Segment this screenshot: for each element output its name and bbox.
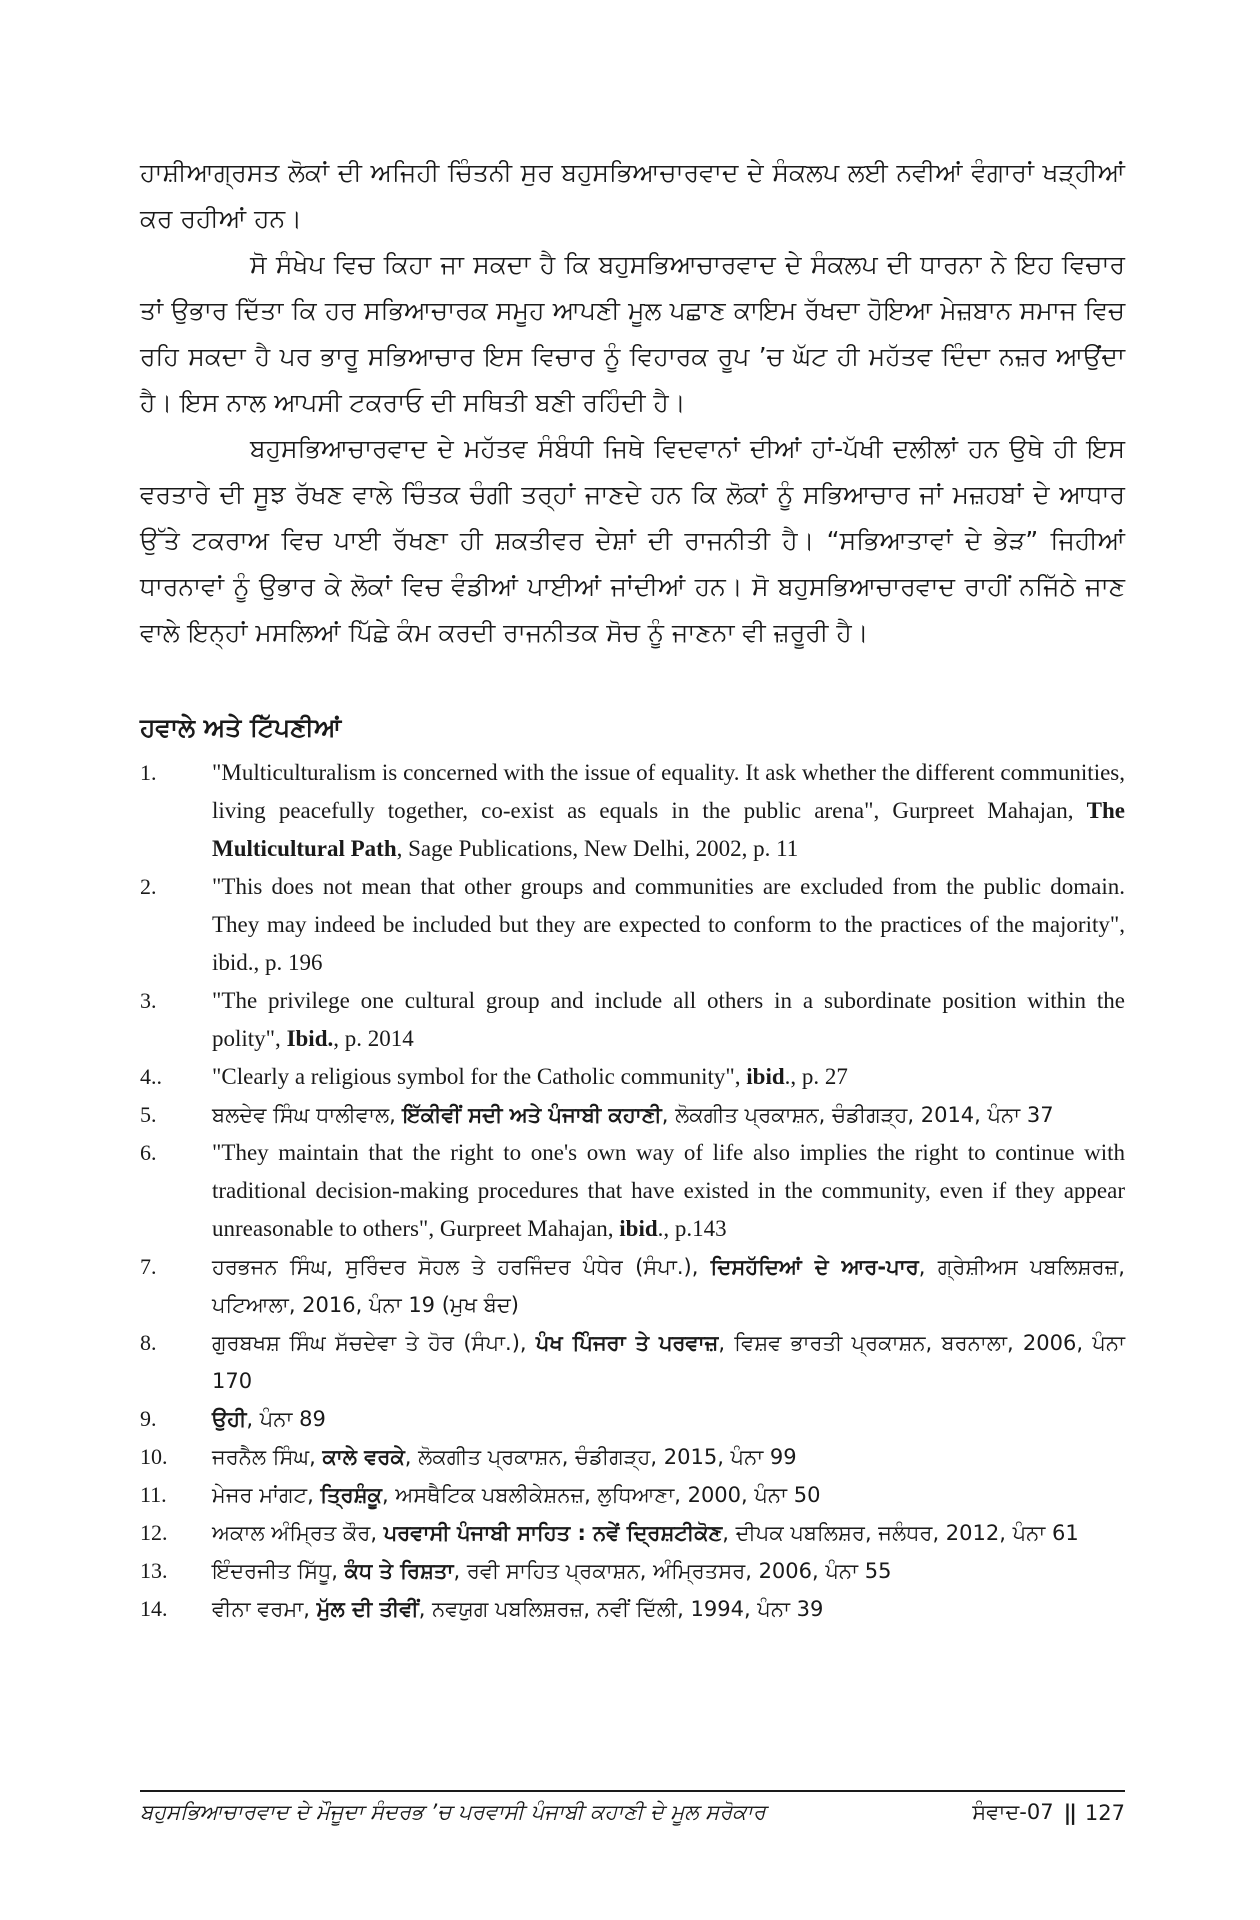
note-title: Ibid. (286, 1026, 334, 1051)
note-segment: , p. 2014 (333, 1026, 414, 1051)
note-item (140, 1324, 1125, 1400)
note-segment: ., p. 27 (784, 1064, 848, 1089)
note-number: 12. (140, 1520, 168, 1545)
note-text (212, 1476, 1125, 1514)
note-item (140, 754, 1125, 868)
note-text (212, 982, 1125, 1058)
note-item (140, 1400, 1125, 1438)
note-text (212, 754, 1125, 868)
note-segment: "They maintain that the right to one's own way of life also implies the right to continue with traditional decision-making procedures that have existed in the community, even if they appear unreasonable to others", Gurpreet Mahajan, (212, 1140, 1125, 1241)
note-title: ਪੰਖ ਪਿੰਜਰਾ ਤੇ ਪਰਵਾਜ਼ (535, 1331, 719, 1355)
note-item (140, 1552, 1125, 1590)
note-text (212, 1058, 1125, 1096)
note-segment: , ਨਵਯੁਗ ਪਬਲਿਸ਼ਰਜ਼, ਨਵੀਂ ਦਿੱਲੀ, 1994, ਪੰਨਾ 39 (418, 1597, 824, 1621)
note-text (212, 1324, 1125, 1400)
note-segment: ਵੀਨਾ ਵਰਮਾ, (212, 1597, 317, 1621)
note-segment: , ਦੀਪਕ ਪਬਲਿਸ਼ਰ, ਜਲੰਧਰ, 2012, ਪੰਨਾ 61 (722, 1521, 1079, 1545)
note-item (140, 1248, 1125, 1324)
note-number: 14. (140, 1596, 168, 1621)
note-number: 13. (140, 1558, 168, 1583)
page-content (140, 150, 1125, 1628)
note-segment: ਇੰਦਰਜੀਤ ਸਿੱਧੂ, (212, 1559, 345, 1583)
note-item (140, 1134, 1125, 1248)
note-item (140, 868, 1125, 982)
note-title: ਇੱਕੀਵੀਂ ਸਦੀ ਅਤੇ ਪੰਜਾਬੀ ਕਹਾਣੀ (402, 1103, 662, 1127)
note-text (212, 1248, 1125, 1324)
note-segment: "Clearly a religious symbol for the Catholic community", (212, 1064, 747, 1089)
note-number: 3. (140, 988, 157, 1013)
note-segment: ਹਰਭਜਨ ਸਿੰਘ, ਸੁਰਿੰਦਰ ਸੋਹਲ ਤੇ ਹਰਜਿੰਦਰ ਪੰਧੇਰ (ਸੰਪਾ.), (212, 1255, 711, 1279)
note-number: 9. (140, 1406, 157, 1431)
note-text (212, 1438, 1125, 1476)
note-text (212, 1552, 1125, 1590)
note-title: ਉਹੀ (212, 1407, 247, 1431)
note-title: ਤ੍ਰਿਸ਼ੰਕੂ (320, 1483, 382, 1507)
note-number: 6. (140, 1140, 157, 1165)
note-text (212, 1514, 1125, 1552)
note-title: ਦਿਸਹੱਦਿਆਂ ਦੇ ਆਰ-ਪਾਰ (710, 1255, 919, 1279)
note-segment: , ਵਿਸ਼ਵ ਭਾਰਤੀ ਪ੍ਰਕਾਸ਼ਨ, ਬਰਨਾਲਾ, 2006, ਪੰਨਾ 170 (212, 1331, 1125, 1393)
note-title: ਪਰਵਾਸੀ ਪੰਜਾਬੀ ਸਾਹਿਤ : ਨਵੇਂ ਦ੍ਰਿਸ਼ਟੀਕੋਣ (383, 1521, 723, 1545)
journal-name: ਸੰਵਾਦ-07 (972, 1800, 1054, 1824)
note-number: 1. (140, 760, 157, 785)
note-item (140, 1476, 1125, 1514)
note-item (140, 1096, 1125, 1134)
note-item (140, 1514, 1125, 1552)
body-paragraph-1: ਹਾਸ਼ੀਆਗ੍ਰਸਤ ਲੋਕਾਂ ਦੀ ਅਜਿਹੀ ਚਿੰਤਨੀ ਸੁਰ ਬਹੁਸਭਿਆਚਾਰਵਾਦ ਦੇ ਸੰਕਲਪ ਲਈ ਨਵੀਆਂ ਵੰਗਾਰਾਂ ਖੜ੍ਹੀਆਂ ਕਰ ਰਹੀਆਂ ਹਨ। (140, 158, 1125, 233)
note-title: ਮੁੱਲ ਦੀ ਤੀਵੀਂ (316, 1597, 419, 1621)
note-segment: ਮੇਜਰ ਮਾਂਗਟ, (212, 1483, 321, 1507)
note-item (140, 1438, 1125, 1476)
notes-list (140, 754, 1125, 1628)
note-title: ibid (619, 1216, 658, 1241)
note-text (212, 1134, 1125, 1248)
note-text (212, 1400, 1125, 1438)
note-number: 10. (140, 1444, 168, 1469)
note-item (140, 982, 1125, 1058)
note-segment: , ਪੰਨਾ 89 (246, 1407, 326, 1431)
note-segment: ., p.143 (657, 1216, 727, 1241)
note-segment: "This does not mean that other groups and communities are excluded from the public domain. They may indeed be included but they are expected to conform to the practices of the majority", ibid., p. 196 (212, 874, 1125, 975)
note-item (140, 1058, 1125, 1096)
note-title: ਕਾਲੇ ਵਰਕੇ (322, 1445, 405, 1469)
note-segment: ਅਕਾਲ ਅੰਮ੍ਰਿਤ ਕੌਰ, (212, 1521, 384, 1545)
note-text (212, 1590, 1125, 1628)
note-text (212, 868, 1125, 982)
notes-heading: ਹਵਾਲੇ ਅਤੇ ਟਿੱਪਣੀਆਂ (140, 713, 342, 742)
body-paragraph-3: ਬਹੁਸਭਿਆਚਾਰਵਾਦ ਦੇ ਮਹੱਤਵ ਸੰਬੰਧੀ ਜਿਥੇ ਵਿਦਵਾਨਾਂ ਦੀਆਂ ਹਾਂ-ਪੱਖੀ ਦਲੀਲਾਂ ਹਨ ਉਥੇ ਹੀ ਇਸ ਵਰਤਾਰੇ ਦੀ ਸੂਝ ਰੱਖਣ ਵਾਲੇ ਚਿੰਤਕ ਚੰਗੀ ਤਰ੍ਹਾਂ ਜਾਣਦੇ ਹਨ ਕਿ ਲੋਕਾਂ ਨੂੰ ਸਭਿਆਚਾਰ ਜਾਂ ਮਜ਼ਹਬਾਂ ਦੇ ਆਧਾਰ ਉੱਤੇ ਟਕਰਾਅ ਵਿਚ ਪਾਈ ਰੱਖਣਾ ਹੀ ਸ਼ਕਤੀਵਰ ਦੇਸ਼ਾਂ ਦੀ ਰਾਜਨੀਤੀ ਹੈ। “ਸਭਿਆਤਾਵਾਂ ਦੇ ਭੇੜ” ਜਿਹੀਆਂ ਧਾਰਨਾਵਾਂ ਨੂੰ ਉਭਾਰ ਕੇ ਲੋਕਾਂ ਵਿਚ ਵੰਡੀਆਂ ਪਾਈਆਂ ਜਾਂਦੀਆਂ ਹਨ। ਸੋ ਬਹੁਸਭਿਆਚਾਰਵਾਦ ਰਾਹੀਂ ਨਜਿੱਠੇ ਜਾਣ ਵਾਲੇ ਇਨ੍ਹਾਂ ਮਸਲਿਆਂ ਪਿੱਛੇ ਕੰਮ ਕਰਦੀ ਰਾਜਨੀਤਕ ਸੋਚ ਨੂੰ ਜਾਣਨਾ ਵੀ ਜ਼ਰੂਰੀ ਹੈ। (140, 434, 1125, 647)
note-text (212, 1096, 1125, 1134)
note-segment: ਗੁਰਬਖਸ਼ ਸਿੰਘ ਸੱਚਦੇਵਾ ਤੇ ਹੋਰ (ਸੰਪਾ.), (212, 1331, 536, 1355)
body-paragraph-2: ਸੋ ਸੰਖੇਪ ਵਿਚ ਕਿਹਾ ਜਾ ਸਕਦਾ ਹੈ ਕਿ ਬਹੁਸਭਿਆਚਾਰਵਾਦ ਦੇ ਸੰਕਲਪ ਦੀ ਧਾਰਨਾ ਨੇ ਇਹ ਵਿਚਾਰ ਤਾਂ ਉਭਾਰ ਦਿੱਤਾ ਕਿ ਹਰ ਸਭਿਆਚਾਰਕ ਸਮੂਹ ਆਪਣੀ ਮੂਲ ਪਛਾਣ ਕਾਇਮ ਰੱਖਦਾ ਹੋਇਆ ਮੇਜ਼ਬਾਨ ਸਮਾਜ ਵਿਚ ਰਹਿ ਸਕਦਾ ਹੈ ਪਰ ਭਾਰੂ ਸਭਿਆਚਾਰ ਇਸ ਵਿਚਾਰ ਨੂੰ ਵਿਹਾਰਕ ਰੂਪ ’ਚ ਘੱਟ ਹੀ ਮਹੱਤਵ ਦਿੰਦਾ ਨਜ਼ਰ ਆਉਂਦਾ ਹੈ। ਇਸ ਨਾਲ ਆਪਸੀ ਟਕਰਾਓ ਦੀ ਸਥਿਤੀ ਬਣੀ ਰਹਿੰਦੀ ਹੈ। (140, 250, 1125, 417)
note-number: 11. (140, 1482, 167, 1507)
note-number: 2. (140, 874, 157, 899)
footer-rule (140, 1790, 1125, 1792)
separator-bars: || (1063, 1800, 1075, 1825)
note-number: 5. (140, 1102, 157, 1127)
page-footer (140, 1800, 1125, 1825)
note-title: The Multicultural Path (212, 798, 1125, 861)
note-segment: "The privilege one cultural group and include all others in a subordinate position within the polity", (212, 988, 1125, 1051)
note-segment: ਜਰਨੈਲ ਸਿੰਘ, (212, 1445, 323, 1469)
note-item (140, 1590, 1125, 1628)
note-segment: , ਗ੍ਰੇਸ਼ੀਅਸ ਪਬਲਿਸ਼ਰਜ਼, ਪਟਿਆਲਾ, 2016, ਪੰਨਾ 19 (ਮੁਖ ਬੰਦ) (212, 1255, 1125, 1317)
note-segment: , Sage Publications, New Delhi, 2002, p. 11 (396, 836, 799, 861)
footer-right (972, 1800, 1125, 1825)
note-title: ibid (746, 1064, 785, 1089)
note-title: ਕੰਧ ਤੇ ਰਿਸ਼ਤਾ (344, 1559, 454, 1583)
page-number: 127 (1084, 1800, 1125, 1825)
note-number: 7. (140, 1254, 157, 1279)
note-segment: ਬਲਦੇਵ ਸਿੰਘ ਧਾਲੀਵਾਲ, (212, 1103, 403, 1127)
running-title: ਬਹੁਸਭਿਆਚਾਰਵਾਦ ਦੇ ਮੌਜੂਦਾ ਸੰਦਰਭ ’ਚ ਪਰਵਾਸੀ ਪੰਜਾਬੀ ਕਹਾਣੀ ਦੇ ਮੂਲ ਸਰੋਕਾਰ (140, 1800, 766, 1824)
note-segment: "Multiculturalism is concerned with the issue of equality. It ask whether the different communities, living peacefully together, co-exist as equals in the public arena", Gurpreet Mahajan, (212, 760, 1125, 823)
note-segment: , ਲੋਕਗੀਤ ਪ੍ਰਕਾਸ਼ਨ, ਚੰਡੀਗੜ੍ਹ, 2015, ਪੰਨਾ 99 (404, 1445, 797, 1469)
note-segment: , ਲੋਕਗੀਤ ਪ੍ਰਕਾਸ਼ਨ, ਚੰਡੀਗੜ੍ਹ, 2014, ਪੰਨਾ 37 (661, 1103, 1054, 1127)
note-number: 8. (140, 1330, 157, 1355)
note-segment: , ਅਸਥੈਟਿਕ ਪਬਲੀਕੇਸ਼ਨਜ਼, ਲੁਧਿਆਣਾ, 2000, ਪੰਨਾ 50 (381, 1483, 821, 1507)
note-number: 4.. (140, 1064, 162, 1089)
note-segment: , ਰਵੀ ਸਾਹਿਤ ਪ੍ਰਕਾਸ਼ਨ, ਅੰਮ੍ਰਿਤਸਰ, 2006, ਪੰਨਾ 55 (453, 1559, 892, 1583)
